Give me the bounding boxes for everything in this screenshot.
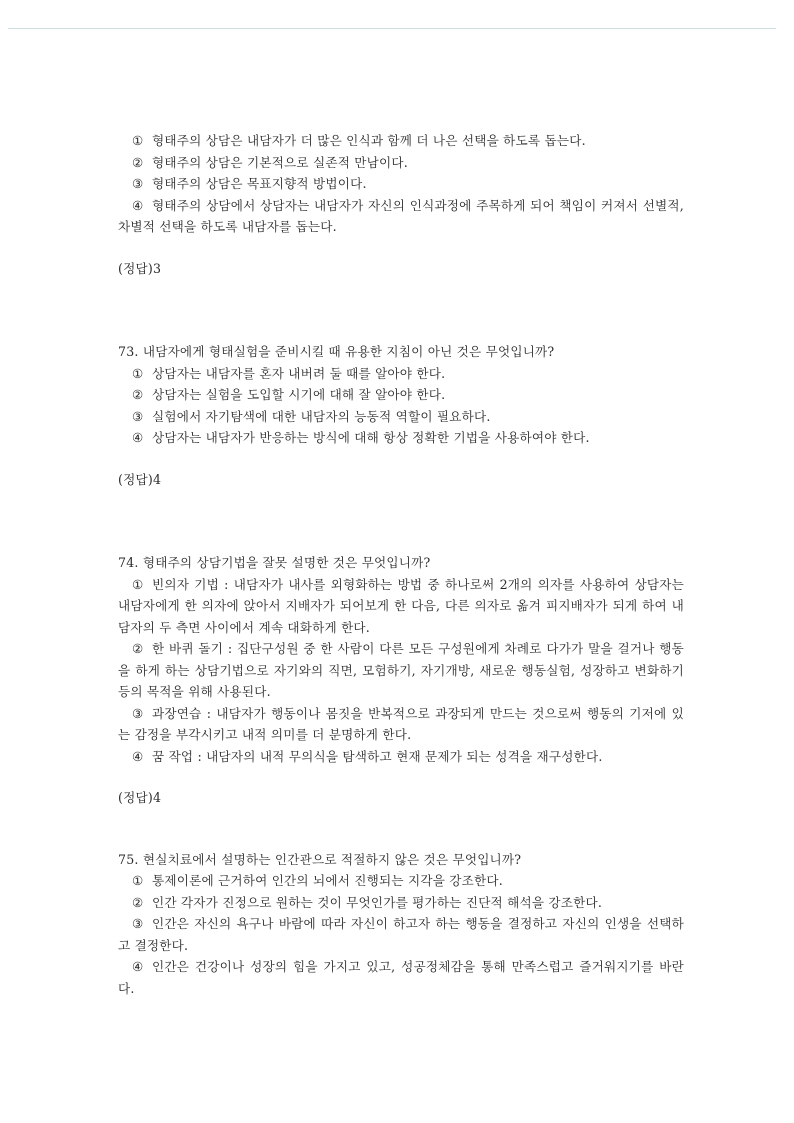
option-marker: ④ — [132, 197, 144, 213]
option-text: 과장연습 : 내담자가 행동이나 몸짓을 반복적으로 과장되게 만드는 것으로써 행동의 기저에 있는 감정을 부각시키고 내적 의미를 더 분명하게 한다. — [118, 705, 684, 742]
q75-option-3 — [118, 913, 684, 956]
q75-option-2 — [118, 892, 684, 914]
question-74-block — [118, 552, 684, 809]
q74-option-4 — [118, 746, 684, 768]
option-text: 상담자는 실험을 도입할 시기에 대해 잘 알아야 한다. — [152, 387, 446, 402]
question-73-block — [118, 341, 684, 490]
option-text: 형태주의 상담은 기본적으로 실존적 만남이다. — [152, 154, 408, 170]
option-marker: ② — [132, 641, 144, 656]
q73-answer: (정답)4 — [118, 471, 162, 487]
q72-option-1 — [118, 130, 684, 152]
option-text: 인간은 건강이나 성장의 힘을 가지고 있고, 성공정체감을 통해 만족스럽고 즐거워지기를 바란다. — [118, 959, 684, 996]
option-marker: ③ — [132, 176, 144, 191]
option-text: 꿈 작업 : 내담자의 내적 무의식을 탐색하고 현재 문제가 되는 성격을 재구성한다. — [152, 748, 603, 764]
option-text: 실험에서 자기탐색에 대한 내담자의 능동적 역할이 필요하다. — [152, 408, 491, 424]
exam-page — [118, 130, 684, 999]
q75-option-4 — [118, 956, 684, 999]
option-marker: ① — [132, 133, 144, 148]
q72-option-2 — [118, 152, 684, 174]
q72-option-3 — [118, 173, 684, 195]
q75-question: 75. 현실치료에서 설명하는 인간관으로 적절하지 않은 것은 무엇입니까? — [118, 851, 522, 867]
option-marker: ① — [132, 576, 144, 592]
option-marker: ① — [132, 365, 144, 381]
option-text: 통제이론에 근거하여 인간의 뇌에서 진행되는 지각을 강조한다. — [152, 873, 503, 888]
option-marker: ② — [132, 894, 144, 910]
q74-option-1 — [118, 574, 684, 639]
option-text: 인간은 자신의 욕구나 바람에 따라 자신이 하고자 하는 행동을 결정하고 자신의 인생을 선택하고 결정한다. — [118, 916, 684, 953]
question-75-block — [118, 849, 684, 1000]
q73-question: 73. 내담자에게 형태실험을 준비시킬 때 유용한 지침이 아닌 것은 무엇입니까? — [118, 344, 555, 359]
option-text: 인간 각자가 진정으로 원하는 것이 무엇인가를 평가하는 진단적 해석을 강조한다. — [152, 894, 603, 910]
q74-answer: (정답)4 — [118, 790, 162, 805]
option-text: 상담자는 내담자가 반응하는 방식에 대해 항상 정확한 기법을 사용하여야 한다. — [152, 430, 590, 445]
q72-answer: (정답)3 — [118, 260, 162, 276]
option-marker: ④ — [132, 748, 144, 764]
question-72-block — [118, 130, 684, 279]
q73-option-1 — [118, 363, 684, 385]
q75-option-1 — [118, 870, 684, 892]
q74-option-3 — [118, 703, 684, 746]
option-marker: ③ — [132, 916, 144, 931]
q74-question: 74. 형태주의 상담기법을 잘못 설명한 것은 무엇입니까? — [118, 555, 431, 570]
q72-option-4 — [118, 195, 684, 238]
option-marker: ③ — [132, 408, 144, 424]
q74-option-2 — [118, 638, 684, 703]
q73-option-2 — [118, 384, 684, 406]
option-marker: ④ — [132, 959, 144, 974]
option-marker: ④ — [132, 430, 144, 445]
option-text: 형태주의 상담에서 상담자는 내담자가 자신의 인식과정에 주목하게 되어 책임이 커져서 선별적, 차별적 선택을 하도록 내담자를 돕는다. — [118, 197, 684, 234]
option-text: 상담자는 내담자를 혼자 내버려 둘 때를 알아야 한다. — [152, 365, 446, 381]
q73-option-4 — [118, 427, 684, 449]
option-text: 형태주의 상담은 내담자가 더 많은 인식과 함께 더 나은 선택을 하도록 돕는다. — [152, 133, 586, 148]
option-marker: ③ — [132, 705, 144, 721]
option-marker: ② — [132, 154, 144, 170]
option-marker: ① — [132, 873, 144, 888]
option-text: 빈의자 기법 : 내담자가 내사를 외형화하는 방법 중 하나로써 2개의 의자를 사용하여 상담자는 내담자에게 한 의자에 앉아서 지배자가 되어보게 한 다음, 다른 의자로 옮겨 피지배자가 되게 하여 내담자의 두 측면 사이에서 계속 대화하게 한다. — [118, 576, 684, 635]
option-marker: ② — [132, 387, 144, 402]
page-top-rule — [8, 28, 776, 29]
q73-option-3 — [118, 406, 684, 428]
option-text: 한 바퀴 돌기 : 집단구성원 중 한 사람이 다른 모든 구성원에게 차례로 다가가 말을 걸거나 행동을 하게 하는 상담기법으로 자기와의 직면, 모험하기, 자기개방, 새로운 행동실험, 성장하고 변화하기 등의 목적을 위해 사용된다. — [118, 641, 684, 699]
option-text: 형태주의 상담은 목표지향적 방법이다. — [152, 176, 367, 191]
